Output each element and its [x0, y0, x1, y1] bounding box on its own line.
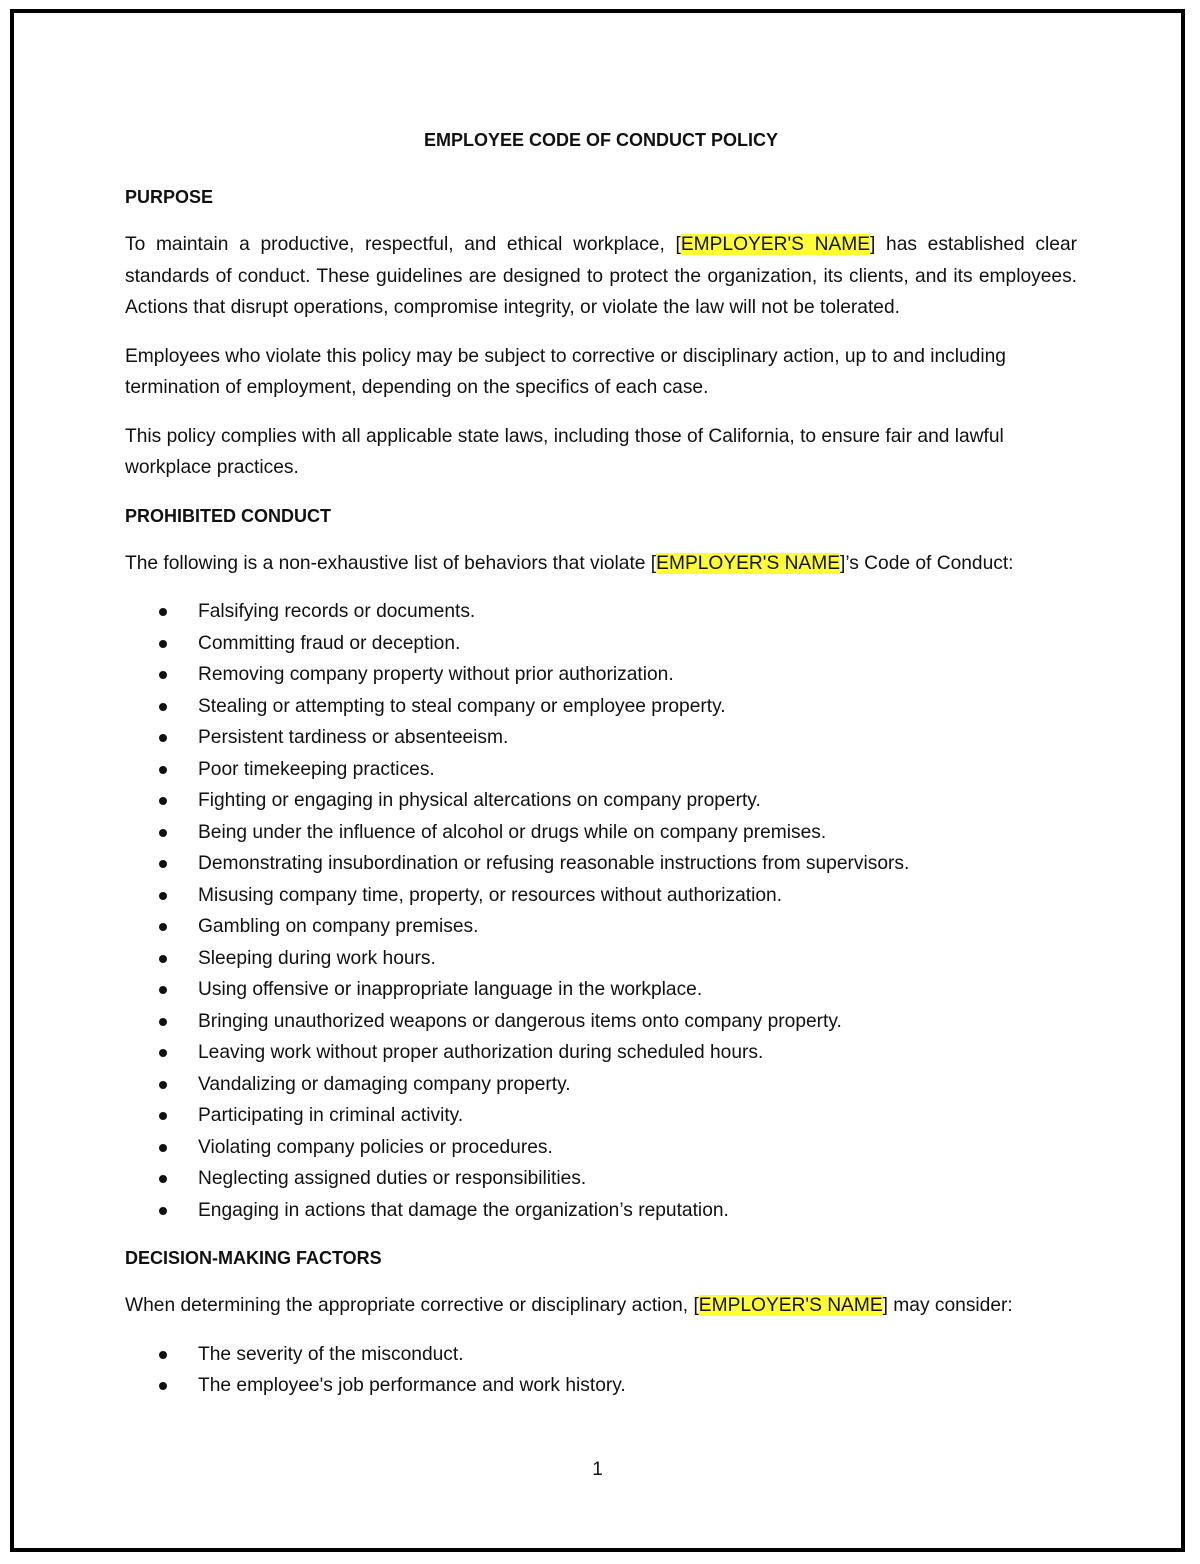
decision-factors-heading: DECISION-MAKING FACTORS	[125, 1248, 382, 1268]
list-item	[125, 785, 1077, 817]
list-item-text: Violating company policies or procedures.	[198, 1136, 553, 1158]
list-item	[125, 943, 1077, 975]
bullet-icon	[159, 1351, 167, 1359]
bullet-icon	[159, 703, 167, 711]
list-item	[125, 1339, 1077, 1371]
employer-name-placeholder: EMPLOYER'S NAME	[698, 1295, 883, 1316]
list-item-text: The severity of the misconduct.	[198, 1343, 464, 1365]
bullet-icon	[159, 1382, 167, 1390]
bullet-icon	[159, 1049, 167, 1057]
list-item	[125, 659, 1077, 691]
bullet-icon	[159, 608, 167, 616]
list-item-text: Being under the influence of alcohol or drugs while on company premises.	[198, 821, 827, 843]
list-item	[125, 817, 1077, 849]
list-item-text: Gambling on company premises.	[198, 916, 479, 937]
bullet-icon	[159, 892, 167, 900]
bullet-icon	[159, 766, 167, 774]
list-item-text: Committing fraud or deception.	[198, 632, 461, 654]
list-item-text: Demonstrating insubordination or refusing reasonable instructions from supervisors.	[198, 853, 910, 874]
purpose-heading: PURPOSE	[125, 187, 214, 207]
bullet-icon	[159, 1144, 167, 1152]
list-item-text: Vandalizing or damaging company property.	[198, 1073, 571, 1095]
list-item	[125, 1163, 1077, 1195]
decision-factors-list	[125, 1339, 1077, 1402]
list-item	[125, 880, 1077, 912]
document-content	[125, 125, 1077, 1419]
list-item-text: Stealing or attempting to steal company or employee property.	[198, 695, 726, 717]
decision-factors-intro	[125, 1290, 1077, 1322]
document-title: EMPLOYEE CODE OF CONDUCT POLICY	[423, 130, 779, 150]
page-number: 1	[592, 1459, 603, 1480]
purpose-paragraph-3: This policy complies with all applicable state laws, including those of California, to ensure fair and lawful workplace practices.	[125, 425, 1004, 478]
list-item-text: Falsifying records or documents.	[198, 601, 476, 622]
bullet-icon	[159, 829, 167, 837]
list-item-text: Poor timekeeping practices.	[198, 758, 435, 780]
bullet-icon	[159, 1207, 167, 1215]
bullet-icon	[159, 734, 167, 742]
list-item-text: Fighting or engaging in physical altercations on company property.	[198, 790, 761, 811]
list-item	[125, 974, 1077, 1006]
employer-name-placeholder: EMPLOYER'S NAME	[680, 234, 871, 255]
bullet-icon	[159, 955, 167, 963]
bullet-icon	[159, 671, 167, 679]
list-item	[125, 1037, 1077, 1069]
bullet-icon	[159, 797, 167, 805]
list-item-text: Removing company property without prior authorization.	[198, 664, 674, 685]
text-run: To maintain a productive, respectful, and ethical workplace, [	[125, 234, 681, 255]
list-item	[125, 848, 1077, 880]
list-item	[125, 722, 1077, 754]
list-item-text: Persistent tardiness or absenteeism.	[198, 727, 509, 748]
text-run: The following is a non-exhaustive list of behaviors that violate [	[125, 552, 657, 574]
text-run: When determining the appropriate corrective or disciplinary action, [	[125, 1295, 699, 1316]
list-item	[125, 1132, 1077, 1164]
list-item	[125, 628, 1077, 660]
list-item	[125, 1006, 1077, 1038]
purpose-paragraph-2: Employees who violate this policy may be subject to corrective or disciplinary action, up to and including termination of employment, depending on the specifics of each case.	[125, 345, 1006, 398]
prohibited-conduct-list	[125, 596, 1077, 1226]
text-run: ] may consider:	[882, 1295, 1013, 1316]
prohibited-conduct-intro	[125, 548, 1077, 580]
list-item-text: The employee's job performance and work history.	[198, 1375, 626, 1396]
list-item-text: Using offensive or inappropriate language in the workplace.	[198, 979, 703, 1000]
document-page	[10, 9, 1185, 1552]
text-run: ]’s Code of Conduct:	[840, 552, 1014, 574]
list-item-text: Sleeping during work hours.	[198, 947, 436, 969]
bullet-icon	[159, 986, 167, 994]
bullet-icon	[159, 923, 167, 931]
employer-name-placeholder: EMPLOYER'S NAME	[656, 552, 841, 574]
list-item-text: Neglecting assigned duties or responsibilities.	[198, 1168, 587, 1189]
list-item	[125, 691, 1077, 723]
bullet-icon	[159, 1175, 167, 1183]
list-item	[125, 596, 1077, 628]
list-item-text: Bringing unauthorized weapons or dangerous items onto company property.	[198, 1010, 842, 1032]
list-item-text: Leaving work without proper authorization during scheduled hours.	[198, 1042, 764, 1063]
bullet-icon	[159, 1112, 167, 1120]
text-run: ] has established clear standards of conduct. These guidelines are designed to protect the organization, its clients, and its employees. Actions that disrupt operations, compromise integrity, or violate the law will not be tolerated.	[125, 234, 1078, 318]
list-item	[125, 911, 1077, 943]
list-item	[125, 1195, 1077, 1227]
purpose-paragraph-1	[125, 229, 1077, 324]
list-item-text: Misusing company time, property, or resources without authorization.	[198, 884, 783, 906]
list-item	[125, 1100, 1077, 1132]
list-item	[125, 1069, 1077, 1101]
list-item-text: Engaging in actions that damage the organization’s reputation.	[198, 1199, 729, 1221]
list-item	[125, 1370, 1077, 1402]
bullet-icon	[159, 640, 167, 648]
bullet-icon	[159, 1018, 167, 1026]
list-item	[125, 754, 1077, 786]
bullet-icon	[159, 860, 167, 868]
bullet-icon	[159, 1081, 167, 1089]
prohibited-conduct-heading: PROHIBITED CONDUCT	[125, 505, 331, 526]
list-item-text: Participating in criminal activity.	[198, 1105, 464, 1126]
